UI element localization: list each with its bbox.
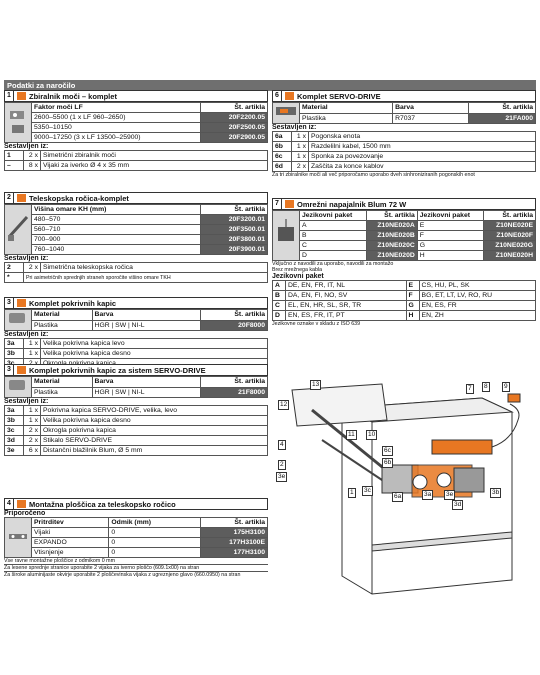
mounting-plate-icon: [7, 522, 29, 552]
block-header: [4, 90, 268, 102]
cell-label: 9000–17250 (3 x LF 13500–25900): [32, 133, 201, 143]
block-header: 3 Komplet pokrivnih kapic: [4, 297, 268, 309]
table-row: 560–710 20F3500.01: [5, 225, 268, 235]
block-header: 2 Teleskopska ročica-komplet: [4, 192, 268, 204]
callout-12: 12: [280, 401, 288, 408]
article-number[interactable]: 20F3500.01: [201, 225, 268, 235]
part-row: 6a 1 x Pogonska enota: [273, 132, 536, 142]
table-row: Plastika HGR | SW | NI-L 21F8000: [5, 387, 268, 398]
language-row: C EL, EN, HR, SL, SR, TR G EN, ES, FR: [273, 301, 536, 311]
language-row: A DE, EN, FR, IT, NL E CS, HU, PL, SK: [273, 281, 536, 291]
article-number[interactable]: Z10NE020B: [366, 231, 417, 241]
part-row: 3a 1 x Velika pokrivna kapica levo: [5, 339, 268, 349]
servo-drive-icon: [275, 103, 297, 121]
servo-drive-table: Material Barva Št. artikla Plastika R7037 21FA000: [272, 102, 536, 124]
orange-marker: [17, 500, 26, 508]
recommended-label: Priporočeno: [4, 510, 46, 517]
callout-3c: 3c: [364, 487, 371, 494]
power-unit-image: [5, 103, 32, 143]
callout-8: 8: [484, 383, 488, 390]
article-number[interactable]: Z10NE020F: [484, 231, 536, 241]
article-number[interactable]: 20F3200.01: [201, 215, 268, 225]
table-row: Plastika HGR | SW | NI-L 20F8000: [5, 320, 268, 331]
block-header: 4 Montažna ploščica za teleskopsko ročico: [4, 498, 268, 510]
telescopic-table: Višina omare KH (mm) Št. artikla 480–570 20F3200.01 560–710 20F3500.01 700–900 20F3800.01 760–1040 20F3900.01: [4, 204, 268, 255]
callout-11: 11: [348, 431, 355, 438]
part-row: 3a 1 x Pokrivna kapica SERVO-DRIVE, velika, levo: [5, 406, 268, 416]
power-supply-table: Jezikovni paket Št. artikla Jezikovni paket Št. artikla A Z10NE020A E Z10NE020E B Z10NE020B F Z10NE020F C Z10NE020C G Z10NE020G D Z10NE020D H Z10NE020H: [272, 210, 536, 261]
cover-caps-servo-table: Material Barva Št. artikla Plastika HGR | SW | NI-L 21F8000: [4, 376, 268, 398]
article-number[interactable]: Z10NE020A: [366, 221, 417, 231]
article-number[interactable]: Z10NE020G: [484, 241, 536, 251]
servo-drive-image: [273, 103, 300, 124]
table-row: [5, 123, 268, 133]
parts-table: [4, 405, 268, 456]
table-row: C Z10NE020C G Z10NE020G: [273, 241, 536, 251]
table-row: 480–570 20F3200.01: [5, 215, 268, 225]
article-number[interactable]: 21FA000: [469, 113, 536, 124]
article-number[interactable]: 20F8000: [201, 320, 268, 331]
part-row: 3b 1 x Velika pokrivna kapica desno: [5, 416, 268, 426]
table-row: 760–1040 20F3900.01: [5, 245, 268, 255]
block-telescopic-arm: 2 Teleskopska ročica-komplet Višina omare KH (mm) Št. artikla 480–570 20F3200.01 560–710 20F3500.01 700–900 20F3800.01 760–1040 20F3900.01 Sestavljen iz: 2 2 x Simetrična teleskopska ročica * Pri asimetričnih sprednjih straneh sporočite višino omare TKH: [4, 192, 268, 283]
block-header: 6 Komplet SERVO-DRIVE: [272, 90, 536, 102]
part-row: 3d 2 x Stikalo SERVO-DRIVE: [5, 436, 268, 446]
article-number[interactable]: 177H3100: [201, 548, 268, 558]
block-mounting-plate: [4, 498, 268, 578]
table-row: Vijaki 0 175H3100: [5, 528, 268, 538]
article-number[interactable]: Z10NE020D: [366, 251, 417, 261]
article-number[interactable]: Z10NE020H: [484, 251, 536, 261]
article-number[interactable]: 177H3100E: [201, 538, 268, 548]
table-row: B Z10NE020B F Z10NE020F: [273, 231, 536, 241]
power-unit-icon: [7, 105, 29, 139]
note: Jezikovne oznake v skladu z ISO 639: [272, 321, 361, 327]
article-number[interactable]: 20F2900.05: [201, 133, 268, 143]
callout-3a: 3a: [424, 491, 432, 498]
part-row: 6c 1 x Sponka za povezovanje: [273, 152, 536, 162]
orange-marker: [285, 92, 294, 100]
table-row: Plastika R7037 21FA000: [273, 113, 536, 124]
col-factor: Faktor moči LF: [32, 103, 201, 113]
language-pack-title: Jezikovni paket: [272, 273, 324, 280]
language-table: [272, 280, 536, 321]
note: Vse ravne montažne ploščice z odmikom 0 mm: [4, 558, 115, 564]
table-row: D Z10NE020D H Z10NE020H: [273, 251, 536, 261]
article-number[interactable]: 20F3900.01: [201, 245, 268, 255]
part-row: 3e 6 x Distančni blažilnik Blum, Ø 5 mm: [5, 446, 268, 456]
note: Vključno z navodili za uporabo, navodili za montažo: [272, 261, 394, 267]
callout-6b: 6b: [384, 459, 392, 466]
article-number[interactable]: 20F2200.05: [201, 113, 268, 123]
part-row: – 8 x Vijaki za iverko Ø 4 x 35 mm: [5, 161, 268, 171]
telescopic-arm-icon: [7, 209, 29, 249]
callout-3d: 3d: [454, 501, 462, 508]
col-article: Št. artikla: [201, 103, 268, 113]
parts-table: [272, 131, 536, 172]
article-number[interactable]: Z10NE020C: [366, 241, 417, 251]
block-servo-drive-set: 6 Komplet SERVO-DRIVE Material Barva Št. artikla Plastika R7037 21FA000 Sestavljen iz: 6a 1 x Pogonska enota 6b 1 x Razdelilni kabel, 1500 mm 6c 1 x Sponka za povezovanje 6d 2 x Zaščita za konce kablov Za tri zbiralnike moči ali več priporočamo uporabo dveh sinhroniziranih pogonskih enot: [272, 90, 536, 178]
order-data-header: Podatki za naročilo: [4, 80, 536, 91]
callout-13: 13: [312, 381, 320, 388]
note: Brez mrežnega kabla: [272, 267, 323, 273]
assembly-drawing: [272, 380, 536, 596]
article-number[interactable]: 20F3800.01: [201, 235, 268, 245]
table-row: Vtisnjenje 0 177H3100: [5, 548, 268, 558]
orange-marker: [17, 194, 26, 202]
cell-label: 5350–10150: [32, 123, 201, 133]
table-row: EXPANDO 0 177H3100E: [5, 538, 268, 548]
article-number[interactable]: 21F8000: [201, 387, 268, 398]
power-supply-image: [273, 211, 300, 261]
cover-cap-icon: [7, 377, 29, 395]
table-row: 700–900 20F3800.01: [5, 235, 268, 245]
callout-2: 2: [280, 461, 284, 468]
callout-3e-left: 3e: [278, 473, 286, 480]
callout-6c: 6c: [384, 447, 391, 454]
table-row: A Z10NE020A E Z10NE020E: [273, 221, 536, 231]
callout-3b: 3b: [492, 489, 500, 496]
callout-7: 7: [468, 385, 472, 392]
telescopic-image: [5, 205, 32, 255]
mounting-table: Pritrditev Odmik (mm) Št. artikla Vijaki 0 175H3100 EXPANDO 0 177H3100E Vtisnjenje 0 177H3100: [4, 517, 268, 558]
part-row: 3b 1 x Velika pokrivna kapica desno: [5, 349, 268, 359]
callout-10: 10: [368, 431, 376, 438]
callout-1: 1: [350, 489, 354, 496]
note-row: * Pri asimetričnih sprednjih straneh sporočite višino omare TKH: [5, 273, 268, 283]
callout-9: 9: [504, 383, 508, 390]
table-row: [5, 113, 268, 123]
table-row: [5, 133, 268, 143]
cell-label: 2600–5500 (1 x LF 960–2650): [32, 113, 201, 123]
mounting-plate-image: [5, 518, 32, 558]
callout-6a: 6a: [394, 493, 402, 500]
article-number[interactable]: 20F2500.05: [201, 123, 268, 133]
orange-marker: [17, 92, 26, 100]
block-header: 3 Komplet pokrivnih kapic za sistem SERVO-DRIVE: [4, 364, 268, 376]
cover-caps-table: Material Barva Št. artikla Plastika HGR | SW | NI-L 20F8000: [4, 309, 268, 331]
parts-table: [4, 150, 268, 171]
note: Za široke aluminijaste okvirje uporabite 2 ploščevinska vijaka z ugreznjeno glavo (660.0950) na stran: [4, 571, 268, 578]
part-row: 1 2 x Simetrični zbiralnik moči: [5, 151, 268, 161]
cover-cap-icon: [7, 310, 29, 328]
language-row: B DA, EN, FI, NO, SV F BG, ET, LT, LV, RO, RU: [273, 291, 536, 301]
part-row: 6d 2 x Zaščita za konce kablov: [273, 162, 536, 172]
callout-4: 4: [280, 441, 284, 448]
note: Za tri zbiralnike moči ali več priporočamo uporabo dveh sinhroniziranih pogonskih enot: [272, 172, 475, 178]
part-row: 2 2 x Simetrična teleskopska ročica: [5, 263, 268, 273]
language-row: D EN, ES, FR, IT, PT H EN, ZH: [273, 311, 536, 321]
cover-caps-servo-image: [5, 377, 32, 398]
note: Za lesene sprednje stranice uporabite 2 vijaka za iverno ploščo (609.1x00) na stran: [4, 564, 268, 571]
callout-3e-right: 3e: [446, 491, 454, 498]
article-number[interactable]: 175H3100: [201, 528, 268, 538]
power-unit-table: [4, 102, 268, 143]
block-header: 7 Omrežni napajalnik Blum 72 W: [272, 198, 536, 210]
orange-marker: [285, 200, 294, 208]
block-power-unit: [4, 90, 268, 171]
part-row: 6b 1 x Razdelilni kabel, 1500 mm: [273, 142, 536, 152]
article-number[interactable]: Z10NE020E: [484, 221, 536, 231]
part-row: 3c 2 x Okrogla pokrivna kapica: [5, 426, 268, 436]
power-supply-icon: [275, 215, 297, 255]
orange-marker: [17, 299, 26, 307]
parts-table: [4, 262, 268, 283]
cover-caps-image: [5, 310, 32, 331]
block-cover-caps: 3 Komplet pokrivnih kapic Material Barva Št. artikla Plastika HGR | SW | NI-L 20F8000 Sestavljen iz: 3a 1 x Velika pokrivna kapica levo 3b 1 x Velika pokrivna kapica desno: [4, 297, 268, 369]
block-title: Zbiralnik moči – komplet: [29, 91, 117, 101]
orange-marker: [17, 366, 26, 374]
block-number: 1: [5, 91, 14, 101]
block-cover-caps-servo: 3 Komplet pokrivnih kapic za sistem SERVO-DRIVE Material Barva Št. artikla Plastika HGR | SW | NI-L 21F8000 Sestavljen iz: 3a 1 x Pokrivna kapica SERVO-DRIVE, velika, levo 3b 1 x Velika pokrivna kapica desno 3c 2 x Okrogla pokrivna kapica 3d 2 x Stikalo SERVO-DRIVE 3e 6 x Distančni blažilnik Blum, Ø 5 mm: [4, 364, 268, 456]
block-power-supply: [272, 198, 536, 327]
composed-of-label: Sestavljen iz:: [4, 143, 49, 150]
